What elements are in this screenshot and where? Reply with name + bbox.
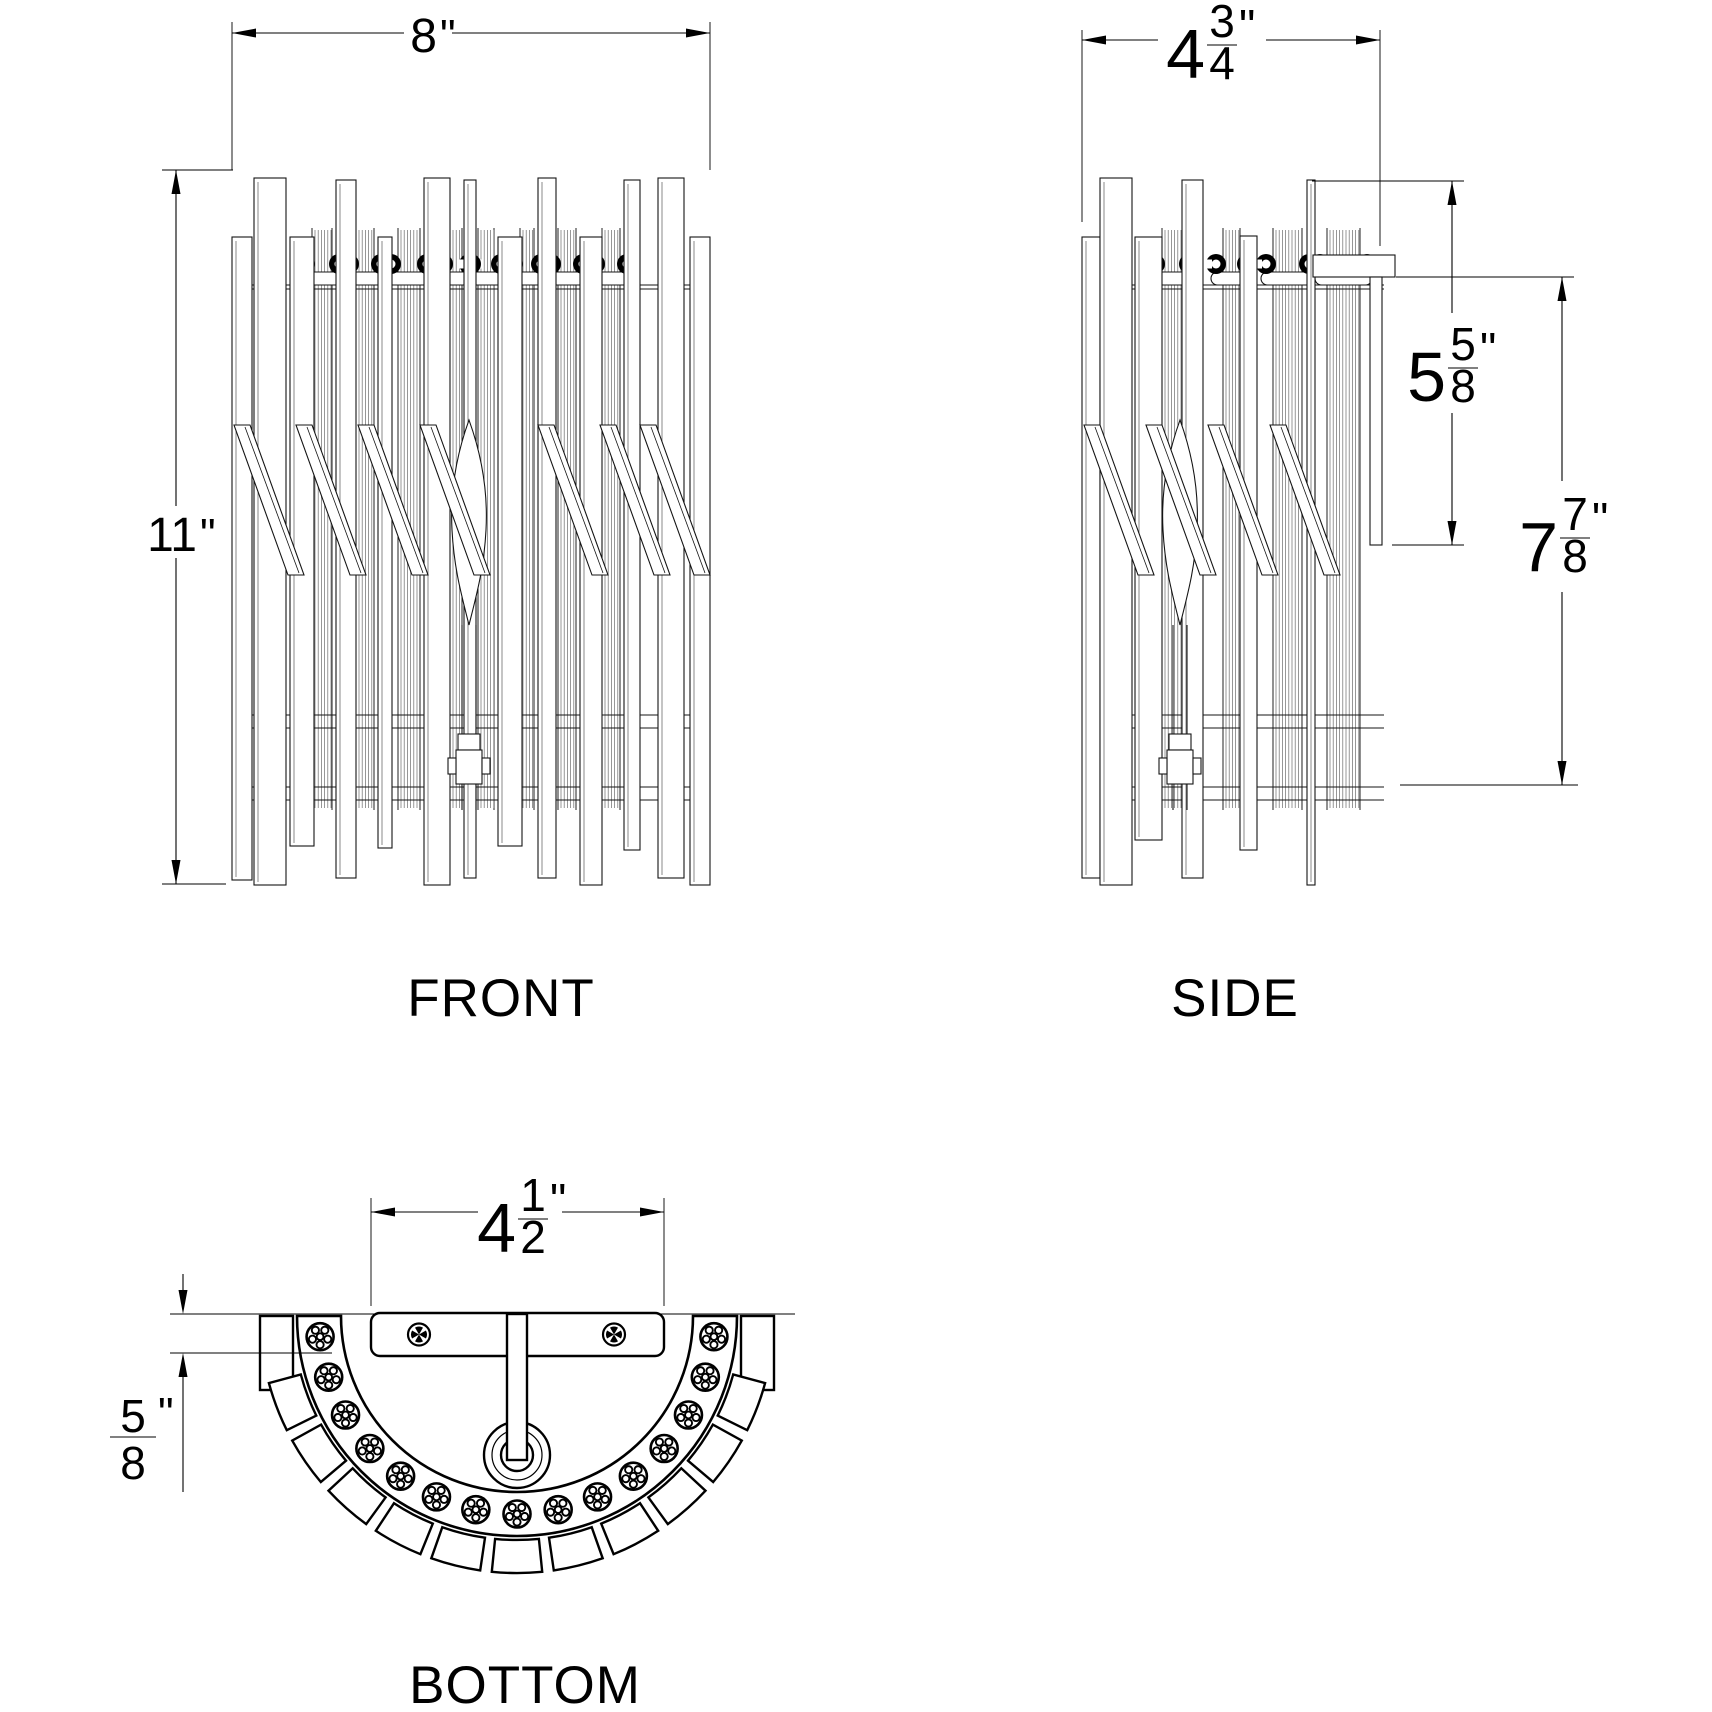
rosette-screw xyxy=(620,1463,647,1490)
dim-backplate-den: 2 xyxy=(520,1211,546,1263)
crystal-bar xyxy=(498,237,522,846)
fluted-rods xyxy=(1273,228,1302,810)
lamp-socket xyxy=(456,750,482,784)
rosette-screw xyxy=(675,1402,702,1429)
dim-side-overall-den: 8 xyxy=(1562,530,1588,582)
dim-side-depth-num: 3 xyxy=(1209,0,1235,47)
dim-side-upper-num: 5 xyxy=(1450,318,1476,370)
bottom-view xyxy=(110,1169,795,1712)
front-view xyxy=(147,10,710,1028)
fluted-rods xyxy=(602,228,620,810)
dim-side-upper-den: 8 xyxy=(1450,360,1476,412)
crystal-bar xyxy=(290,237,314,846)
dim-wall-offset-unit: " xyxy=(158,1389,174,1438)
fluted-rods xyxy=(1223,228,1240,810)
clip-foot xyxy=(1261,272,1314,285)
dim-wall-offset-den: 8 xyxy=(120,1437,146,1489)
bottom-view-geometry xyxy=(240,1313,795,1573)
rosette-screw xyxy=(692,1364,719,1391)
fluted-rods xyxy=(356,228,374,810)
rosette-screw xyxy=(332,1402,359,1429)
dim-front-height-unit: " xyxy=(200,510,216,559)
rosette-screw xyxy=(545,1496,572,1523)
rosette-screw xyxy=(584,1483,611,1510)
rosette-screw xyxy=(504,1501,531,1528)
bulb-base xyxy=(458,734,480,750)
dim-front-width xyxy=(232,10,710,170)
dim-side-overall-whole: 7 xyxy=(1519,508,1558,586)
rosette-screw xyxy=(307,1323,334,1350)
rosette-screw xyxy=(462,1496,489,1523)
dim-side-depth-den: 4 xyxy=(1209,37,1235,89)
dim-side-upper-whole: 5 xyxy=(1407,338,1446,416)
dim-side-overall-unit: " xyxy=(1592,493,1609,545)
rosette-screw xyxy=(423,1483,450,1510)
dim-front-height-value: 11 xyxy=(147,509,197,562)
crystal-segment xyxy=(492,1539,542,1573)
crystal-bar xyxy=(1082,237,1100,878)
dim-side-upper-unit: " xyxy=(1480,323,1497,375)
front-view-label: FRONT xyxy=(407,969,595,1028)
fluted-rods xyxy=(312,228,332,810)
crystal-bar xyxy=(232,237,252,880)
bulb-base xyxy=(1169,734,1191,750)
dim-backplate-whole: 4 xyxy=(477,1189,516,1267)
rosette-screw xyxy=(651,1435,678,1462)
angled-prism xyxy=(1270,425,1340,575)
rosette-screw xyxy=(700,1323,727,1350)
phillips-screw xyxy=(603,1324,625,1346)
crystal-bar xyxy=(378,237,392,848)
side-view-geometry xyxy=(1082,178,1395,885)
lamp-socket xyxy=(1167,750,1193,784)
bottom-view-label: BOTTOM xyxy=(409,1656,641,1712)
dim-front-width-unit: " xyxy=(440,11,456,60)
phillips-screw xyxy=(408,1324,430,1346)
dim-wall-offset-num: 5 xyxy=(120,1390,146,1442)
front-view-geometry xyxy=(232,178,710,885)
rosette-screw xyxy=(315,1364,342,1391)
mount-bracket xyxy=(1313,255,1395,277)
socket-stem xyxy=(507,1314,527,1460)
dim-backplate-width xyxy=(371,1169,664,1306)
crystal-bar xyxy=(538,178,556,878)
dim-side-overall-num: 7 xyxy=(1562,488,1588,540)
fluted-rods xyxy=(1327,228,1360,810)
dim-front-width-value: 8 xyxy=(410,10,437,63)
dim-side-depth-whole: 4 xyxy=(1166,15,1205,93)
dim-backplate-num: 1 xyxy=(520,1169,546,1221)
dim-front-height xyxy=(147,170,233,884)
rosette-screw xyxy=(387,1463,414,1490)
dim-backplate-unit: " xyxy=(550,1174,567,1226)
side-view xyxy=(1082,0,1608,1028)
side-view-label: SIDE xyxy=(1171,969,1299,1028)
dim-side-depth-unit: " xyxy=(1239,0,1256,52)
mount-rod xyxy=(1370,277,1382,545)
rosette-screw xyxy=(356,1435,383,1462)
